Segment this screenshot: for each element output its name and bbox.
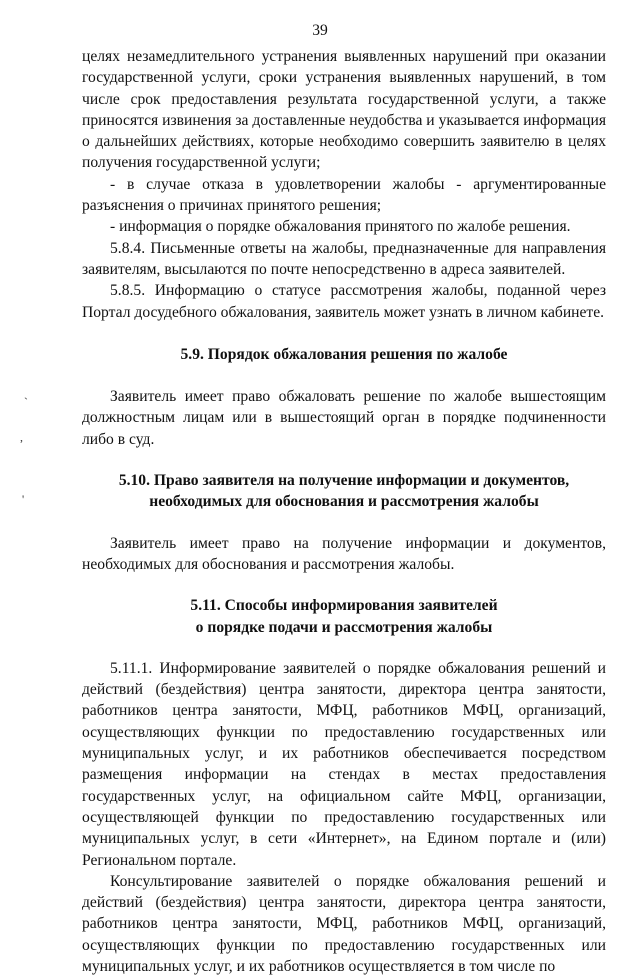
paragraph-remedy-info: целях незамедлительного устранения выявленных нарушений при оказании государственной услуги, сроки устранения выявленных нарушений, в том числе срок предоставления результата государственной услуги, а также приносятся извинения за доставленные неудобства и указывается информация о дальнейших действиях, которые необходимо совершить заявителю в целях получения государственной услуги; xyxy=(82,48,606,172)
document-body xyxy=(82,46,606,977)
heading-5-11-line-1: 5.11. Способы информирования заявителей xyxy=(190,597,498,615)
page-number: 39 xyxy=(312,22,328,39)
margin-speck: ˏ xyxy=(24,386,28,400)
paragraph-5-9: Заявитель имеет право обжаловать решение по жалобе вышестоящим должностным лицам или в вышестоящий орган в порядке подчиненности либо в суд. xyxy=(82,388,606,448)
paragraph-appeal-info: - информация о порядке обжалования принятого по жалобе решения. xyxy=(110,218,571,236)
paragraph-5-11-1: 5.11.1. Информирование заявителей о порядке обжалования решений и действий (бездействия) центра занятости, директора центра занятости, работников центра занятости, МФЦ, работников МФЦ, организаций, осуществляющих функции по предоставлению государственных или муниципальных услуг, и их работников обеспечивается посредством размещения информации на стендах в местах предоставления государственных услуг, на официальном сайте МФЦ, организации, осуществляющей функции по предоставлению государственных или муниципальных услуг, в сети «Интернет», на Едином портале и (или) Региональном портале. xyxy=(82,659,606,869)
heading-5-10-line-2: необходимых для обоснования и рассмотрения жалобы xyxy=(149,493,539,511)
margin-speck: ' xyxy=(22,492,25,506)
paragraph-5-10: Заявитель имеет право на получение информации и документов, необходимых для обоснования и рассмотрения жалобы. xyxy=(82,534,606,573)
paragraph-consulting: Консультирование заявителей о порядке обжалования решений и действий (бездействия) центра занятости, директора центра занятости, работников центра занятости, МФЦ, работников МФЦ, организаций, осуществляющих функции по предоставлению государственных или муниципальных услуг, и их работников осуществляется в том числе по xyxy=(82,872,606,975)
heading-5-9: 5.9. Порядок обжалования решения по жалобе xyxy=(180,345,508,363)
heading-5-10-line-1: 5.10. Право заявителя на получение информации и документов, xyxy=(118,472,570,490)
paragraph-5-8-4: 5.8.4. Письменные ответы на жалобы, предназначенные для направления заявителям, высылаются по почте непосредственно в адреса заявителей. xyxy=(82,239,606,278)
paragraph-refusal-explanation: - в случае отказа в удовлетворении жалобы - аргументированные разъяснения о причинах принятого решения; xyxy=(82,175,606,215)
margin-speck: , xyxy=(20,430,23,444)
heading-5-11-line-2: о порядке подачи и рассмотрения жалобы xyxy=(195,618,493,636)
paragraph-5-8-5: 5.8.5. Информацию о статусе рассмотрения жалобы, поданной через Портал досудебного обжалования, заявитель может узнать в личном кабинете. xyxy=(82,282,606,321)
